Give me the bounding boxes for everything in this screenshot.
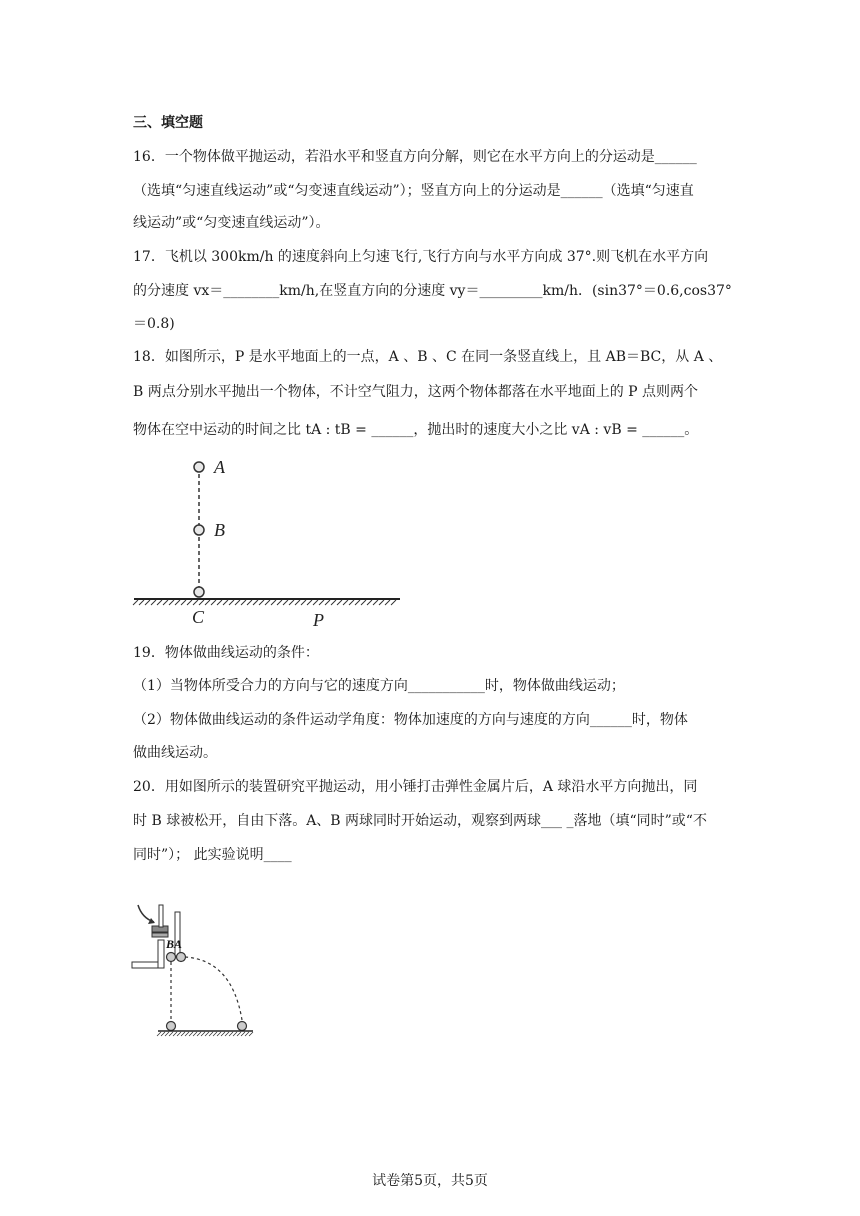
question-20-line-1: 20．用如图所示的装置研究平抛运动，用小锤打击弹性金属片后，A 球沿水平方向抛出，同	[133, 779, 698, 795]
hatch-mark	[139, 600, 144, 605]
hatch-mark	[217, 600, 222, 605]
ball-a	[194, 462, 204, 472]
hatch-mark	[151, 600, 156, 605]
label-a: A	[214, 457, 225, 477]
hatch-mark	[313, 600, 318, 605]
hatch-mark	[355, 600, 360, 605]
hatch-mark	[169, 600, 174, 605]
label-b: B	[214, 520, 225, 540]
hatch-mark	[307, 600, 312, 605]
label-p: P	[313, 610, 324, 630]
hatch-mark	[373, 600, 378, 605]
question-20-line-3: 同时”）； 此实验说明____	[133, 847, 292, 863]
hatch-mark	[197, 1032, 201, 1036]
ball-b-start	[167, 953, 176, 962]
ball-a-start	[177, 953, 186, 962]
hatch-mark	[187, 600, 192, 605]
hatch-mark	[331, 600, 336, 605]
question-18-line-3: 物体在空中运动的时间之比 tA : tB = ______，抛出时的速度大小之比 vA : vB = ______。	[133, 422, 699, 438]
hatch-mark	[229, 600, 234, 605]
ball-c	[194, 587, 204, 597]
hatch-mark	[301, 600, 306, 605]
hatch-mark	[277, 600, 282, 605]
hatch-mark	[233, 1032, 237, 1036]
ground-hatching-20	[157, 1032, 253, 1036]
hatch-mark	[169, 1032, 173, 1036]
hatch-mark	[199, 600, 204, 605]
hatch-mark	[225, 1032, 229, 1036]
hatch-mark	[385, 600, 390, 605]
hatch-mark	[241, 600, 246, 605]
hatch-mark	[217, 1032, 221, 1036]
hatch-mark	[253, 600, 258, 605]
stand-vertical	[158, 940, 164, 968]
hatch-mark	[173, 1032, 177, 1036]
question-19-line-4: 做曲线运动。	[133, 745, 217, 761]
hatch-mark	[245, 1032, 249, 1036]
hatch-mark	[185, 1032, 189, 1036]
hatch-mark	[235, 600, 240, 605]
question-19-line-2: （1）当物体所受合力的方向与它的速度方向___________时，物体做曲线运动；	[133, 678, 625, 694]
hatch-mark	[193, 600, 198, 605]
hatch-mark	[157, 600, 162, 605]
hatch-mark	[229, 1032, 233, 1036]
label-ba: BA	[166, 937, 183, 951]
hatch-mark	[209, 1032, 213, 1036]
figure-18-diagram	[130, 455, 410, 635]
figure-20-diagram	[128, 900, 268, 1040]
ball-b-landed	[167, 1022, 176, 1031]
question-19-line-3: （2）物体做曲线运动的条件运动学角度：物体加速度的方向与速度的方向______时，物体	[133, 712, 688, 728]
ground-hatching	[133, 600, 396, 605]
ball-a-trajectory	[185, 957, 242, 1020]
hatch-mark	[211, 600, 216, 605]
hatch-mark	[223, 600, 228, 605]
hatch-mark	[205, 1032, 209, 1036]
hatch-mark	[201, 1032, 205, 1036]
hatch-mark	[265, 600, 270, 605]
hatch-mark	[241, 1032, 245, 1036]
hatch-mark	[221, 1032, 225, 1036]
question-19-line-1: 19．物体做曲线运动的条件：	[133, 645, 319, 661]
hatch-mark	[161, 1032, 165, 1036]
question-17-line-2: 的分速度 vx＝________km/h,在竖直方向的分速度 vy＝_________km/h．(sin37°＝0.6,cos37°	[133, 283, 732, 299]
hatch-mark	[379, 600, 384, 605]
ball-a-landed	[238, 1022, 247, 1031]
question-16-line-3: 线运动”或“匀变速直线运动”）。	[133, 215, 330, 231]
hatch-mark	[193, 1032, 197, 1036]
hatch-mark	[181, 1032, 185, 1036]
question-16-line-2: （选填“匀速直线运动”或“匀变速直线运动”）；竖直方向上的分运动是______（选填“匀速直	[133, 183, 694, 199]
hatch-mark	[349, 600, 354, 605]
hatch-mark	[145, 600, 150, 605]
hatch-mark	[259, 600, 264, 605]
stand-base-bracket	[132, 962, 160, 968]
label-c: C	[192, 607, 205, 627]
hatch-mark	[175, 600, 180, 605]
hatch-mark	[391, 600, 396, 605]
hatch-mark	[367, 600, 372, 605]
question-17-line-3: ＝0.8)	[133, 316, 175, 332]
hatch-mark	[295, 600, 300, 605]
ball-b	[194, 525, 204, 535]
page-footer: 试卷第5页，共5页	[372, 1173, 488, 1189]
hatch-mark	[163, 600, 168, 605]
hatch-mark	[237, 1032, 241, 1036]
hatch-mark	[325, 600, 330, 605]
hatch-mark	[157, 1032, 161, 1036]
question-17-line-1: 17．飞机以 300km/h 的速度斜向上匀速飞行,飞行方向与水平方向成 37°.则飞机在水平方向	[133, 249, 709, 265]
hatch-mark	[271, 600, 276, 605]
question-16-line-1: 16．一个物体做平抛运动，若沿水平和竖直方向分解，则它在水平方向上的分运动是______	[133, 149, 697, 165]
question-20-line-2: 时 B 球被松开，自由下落。A、B 两球同时开始运动，观察到两球___ _落地（填“同时”或“不	[133, 813, 707, 829]
question-18-line-1: 18．如图所示，P 是水平地面上的一点，A 、B 、C 在同一条竖直线上，且 AB＝BC，从 A 、	[133, 349, 723, 365]
section-title: 三、填空题	[133, 115, 203, 131]
hatch-mark	[177, 1032, 181, 1036]
hatch-mark	[361, 600, 366, 605]
hatch-mark	[133, 600, 138, 605]
hatch-mark	[205, 600, 210, 605]
hatch-mark	[181, 600, 186, 605]
hatch-mark	[247, 600, 252, 605]
hatch-mark	[319, 600, 324, 605]
hatch-mark	[249, 1032, 253, 1036]
question-18-line-2: B 两点分别水平抛出一个物体，不计空气阻力，这两个物体都落在水平地面上的 P 点则两个	[133, 384, 699, 400]
hatch-mark	[337, 600, 342, 605]
support-post	[159, 905, 163, 927]
hatch-mark	[283, 600, 288, 605]
hatch-mark	[165, 1032, 169, 1036]
hatch-mark	[189, 1032, 193, 1036]
hatch-mark	[213, 1032, 217, 1036]
hatch-mark	[289, 600, 294, 605]
hatch-mark	[343, 600, 348, 605]
